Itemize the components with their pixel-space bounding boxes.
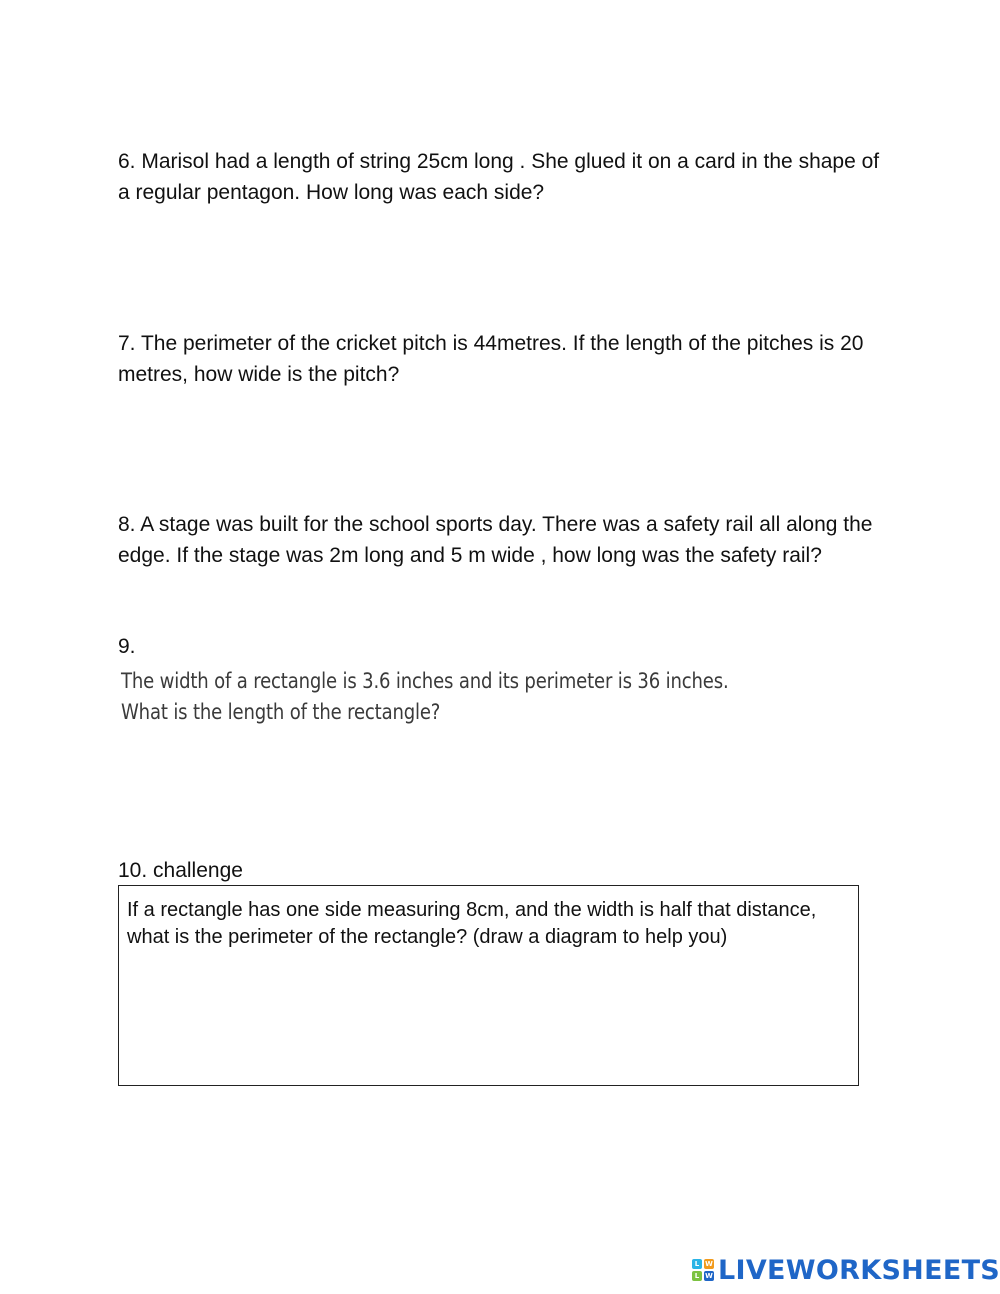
liveworksheets-wordmark: LIVEWORKSHEETS [718,1254,1000,1286]
challenge-box: If a rectangle has one side measuring 8cm, and the width is half that distance, what is the perimeter of the rectangle? (draw a diagram to help you) [118,885,859,1086]
question-7: 7. The perimeter of the cricket pitch is 44metres. If the length of the pitches is 20 metres, how wide is the pitch? [118,332,864,386]
logo-mark-tile: L [692,1271,702,1281]
question-6: 6. Marisol had a length of string 25cm long . She glued it on a card in the shape of a regular pentagon. How long was each side? [118,150,880,204]
logo-mark-tile: W [705,1260,713,1268]
logo-mark-tile: W [705,1272,713,1280]
logo-mark-tile: L [692,1259,702,1269]
question-9-number: 9. [118,635,136,658]
liveworksheets-logo-icon [692,1259,714,1281]
liveworksheets-logo [692,1254,1000,1286]
question-9-image-text: The width of a rectangle is 3.6 inches and its perimeter is 36 inches. What is the length of the rectangle? [121,669,729,724]
question-8: 8. A stage was built for the school sports day. There was a safety rail all along the edge. If the stage was 2m long and 5 m wide , how long was the safety rail? [118,513,873,567]
question-10-label: 10. challenge [118,859,243,882]
